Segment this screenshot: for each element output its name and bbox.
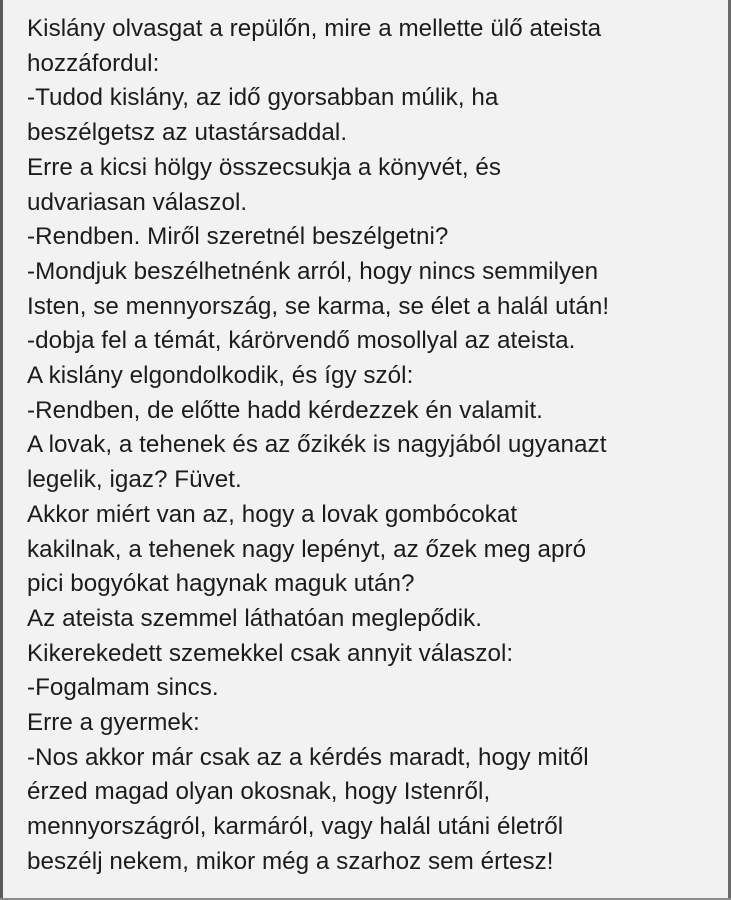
text-line: -Tudod kislány, az idő gyorsabban múlik, ha: [27, 84, 499, 112]
text-line: kakilnak, a tehenek nagy lepényt, az őzek meg apró: [27, 535, 587, 563]
text-line: A kislány elgondolkodik, és így szól:: [27, 362, 414, 390]
text-line: Az ateista szemmel láthatóan meglepődik.: [27, 604, 483, 632]
text-line: Erre a kicsi hölgy összecsukja a könyvét, és: [27, 153, 502, 181]
text-line: pici bogyókat hagynak maguk után?: [27, 570, 415, 598]
text-line: Kislány olvasgat a repülőn, mire a mellette ülő ateista: [27, 15, 602, 42]
text-line: hozzáfordul:: [27, 49, 160, 77]
text-line: érzed magad olyan okosnak, hogy Istenről,: [27, 778, 491, 806]
text-line: A lovak, a tehenek és az őzikék is nagyjából ugyanazt: [27, 431, 607, 459]
text-line: -Fogalmam sincs.: [27, 674, 219, 702]
text-line: mennyországról, karmáról, vagy halál utáni életről: [27, 813, 564, 841]
text-line: Akkor miért van az, hogy a lovak gombócokat: [27, 500, 518, 528]
text-line: beszélgetsz az utastársaddal.: [27, 119, 348, 147]
text-line: -Rendben, de előtte hadd kérdezzek én valamit.: [27, 396, 543, 424]
text-line: -Rendben. Miről szeretnél beszélgetni?: [27, 223, 449, 251]
text-line: -Nos akkor már csak az a kérdés maradt, hogy mitől: [27, 743, 589, 771]
left-border: [0, 0, 3, 900]
post-text: [27, 12, 717, 880]
text-line: beszélj nekem, mikor még a szarhoz sem értesz!: [27, 847, 554, 875]
text-line: udvariasan válaszol.: [27, 188, 248, 216]
text-line: Isten, se mennyország, se karma, se élet a halál után!: [27, 292, 610, 320]
text-line: -dobja fel a témát, kárörvendő mosollyal az ateista.: [27, 327, 576, 355]
text-line: -Mondjuk beszélhetnénk arról, hogy nincs semmilyen: [27, 257, 599, 285]
text-line: Erre a gyermek:: [27, 709, 200, 737]
text-line: legelik, igaz? Füvet.: [27, 466, 242, 494]
text-line: Kikerekedett szemekkel csak annyit válaszol:: [27, 639, 514, 667]
